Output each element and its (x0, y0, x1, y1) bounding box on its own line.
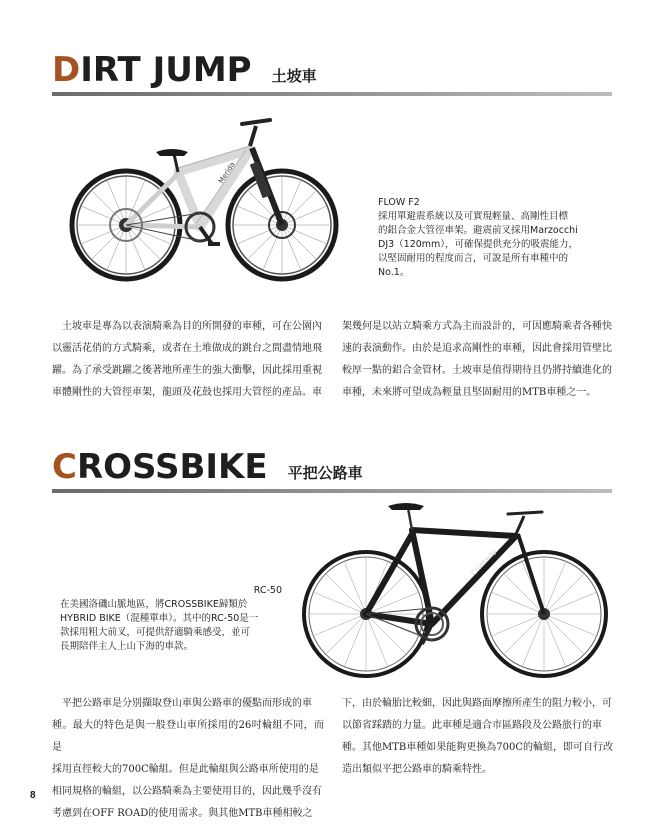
dirt-jump-rule (52, 92, 612, 96)
crossbike-body-left: 平把公路車是分別擷取登山車與公路車的優點而形成的車 種。最大的特色是與一般登山車所採用的26吋輪組不同，而是 採用直徑較大的700C輪組。但是此輪組與公路車所使用的是 相同規格的輪組，以公路騎乘為主要使用目的，因此幾乎沒有 考慮到在OFF ROAD的使用需求。與其他MTB車種相較之 (52, 698, 324, 819)
dirt-jump-body-left: 土坡車是專為以表演騎乘為目的所開發的車種，可在公園內 以靈活花俏的方式騎乘，或者在土堆做成的跳台之間盡情地飛 躍。為了承受跳躍之後著地所產生的強大衝擊，因此採用重視 車體剛性的大管徑車架，龍頭及花鼓也採用大管徑的產品。車 (52, 321, 322, 398)
dirt-jump-caption: FLOW F2 採用單避震系統以及可實現輕量、高剛性目標 的鋁合金大管徑車架。避震前叉採用Marzocchi DJ3（120mm），可確保提供充分的吸震能力， 以堅固耐用的程度而言，可說是所有車種中的 No.1。 (378, 197, 579, 278)
dirt-jump-bike-image (60, 112, 340, 287)
dirt-jump-body-right: 架幾何是以站立騎乘方式為主而設計的，可因應騎乘者各種快 速的表演動作。由於是追求高剛性的車種，因此會採用管壁比 較厚一點的鋁合金管材。土坡車是值得期待且仍將持續進化的 車種，未來將可望成為輕量且堅固耐用的MTB車種之一。 (342, 321, 612, 398)
crossbike-image (296, 496, 616, 696)
dirt-jump-frame-logo: Merida (216, 160, 237, 186)
crossbike-title: CROSSBIKE (52, 447, 268, 487)
dirt-jump-heading (52, 50, 317, 90)
page-number: 8 (30, 790, 36, 801)
crossbike-caption: RC-50 在美國洛磯山脈地區，將CROSSBIKE歸類於 HYBRID BIKE（混種單車）。其中的RC-50是一 款採用粗大前叉，可提供舒適騎乘感受，並可 長期陪伴主人上山下海的車款。 (60, 585, 282, 652)
crossbike-frame-logo: Crossway (469, 547, 499, 578)
crossbike-heading (52, 447, 363, 487)
dirt-jump-title: DIRT JUMP (52, 50, 252, 90)
crossbike-rule (52, 489, 612, 493)
crossbike-body-right: 下，由於輪胎比較細，因此與路面摩擦所產生的阻力較小，可 以節省踩踏的力量。此車種是適合市區路段及公路旅行的車 種。其他MTB車種如果能夠更換為700C的輪組，即可自行改 造出類似平把公路車的騎乘特性。 (342, 698, 613, 775)
dirt-jump-title-zh: 土坡車 (271, 67, 317, 85)
crossbike-title-zh: 平把公路車 (287, 464, 363, 482)
